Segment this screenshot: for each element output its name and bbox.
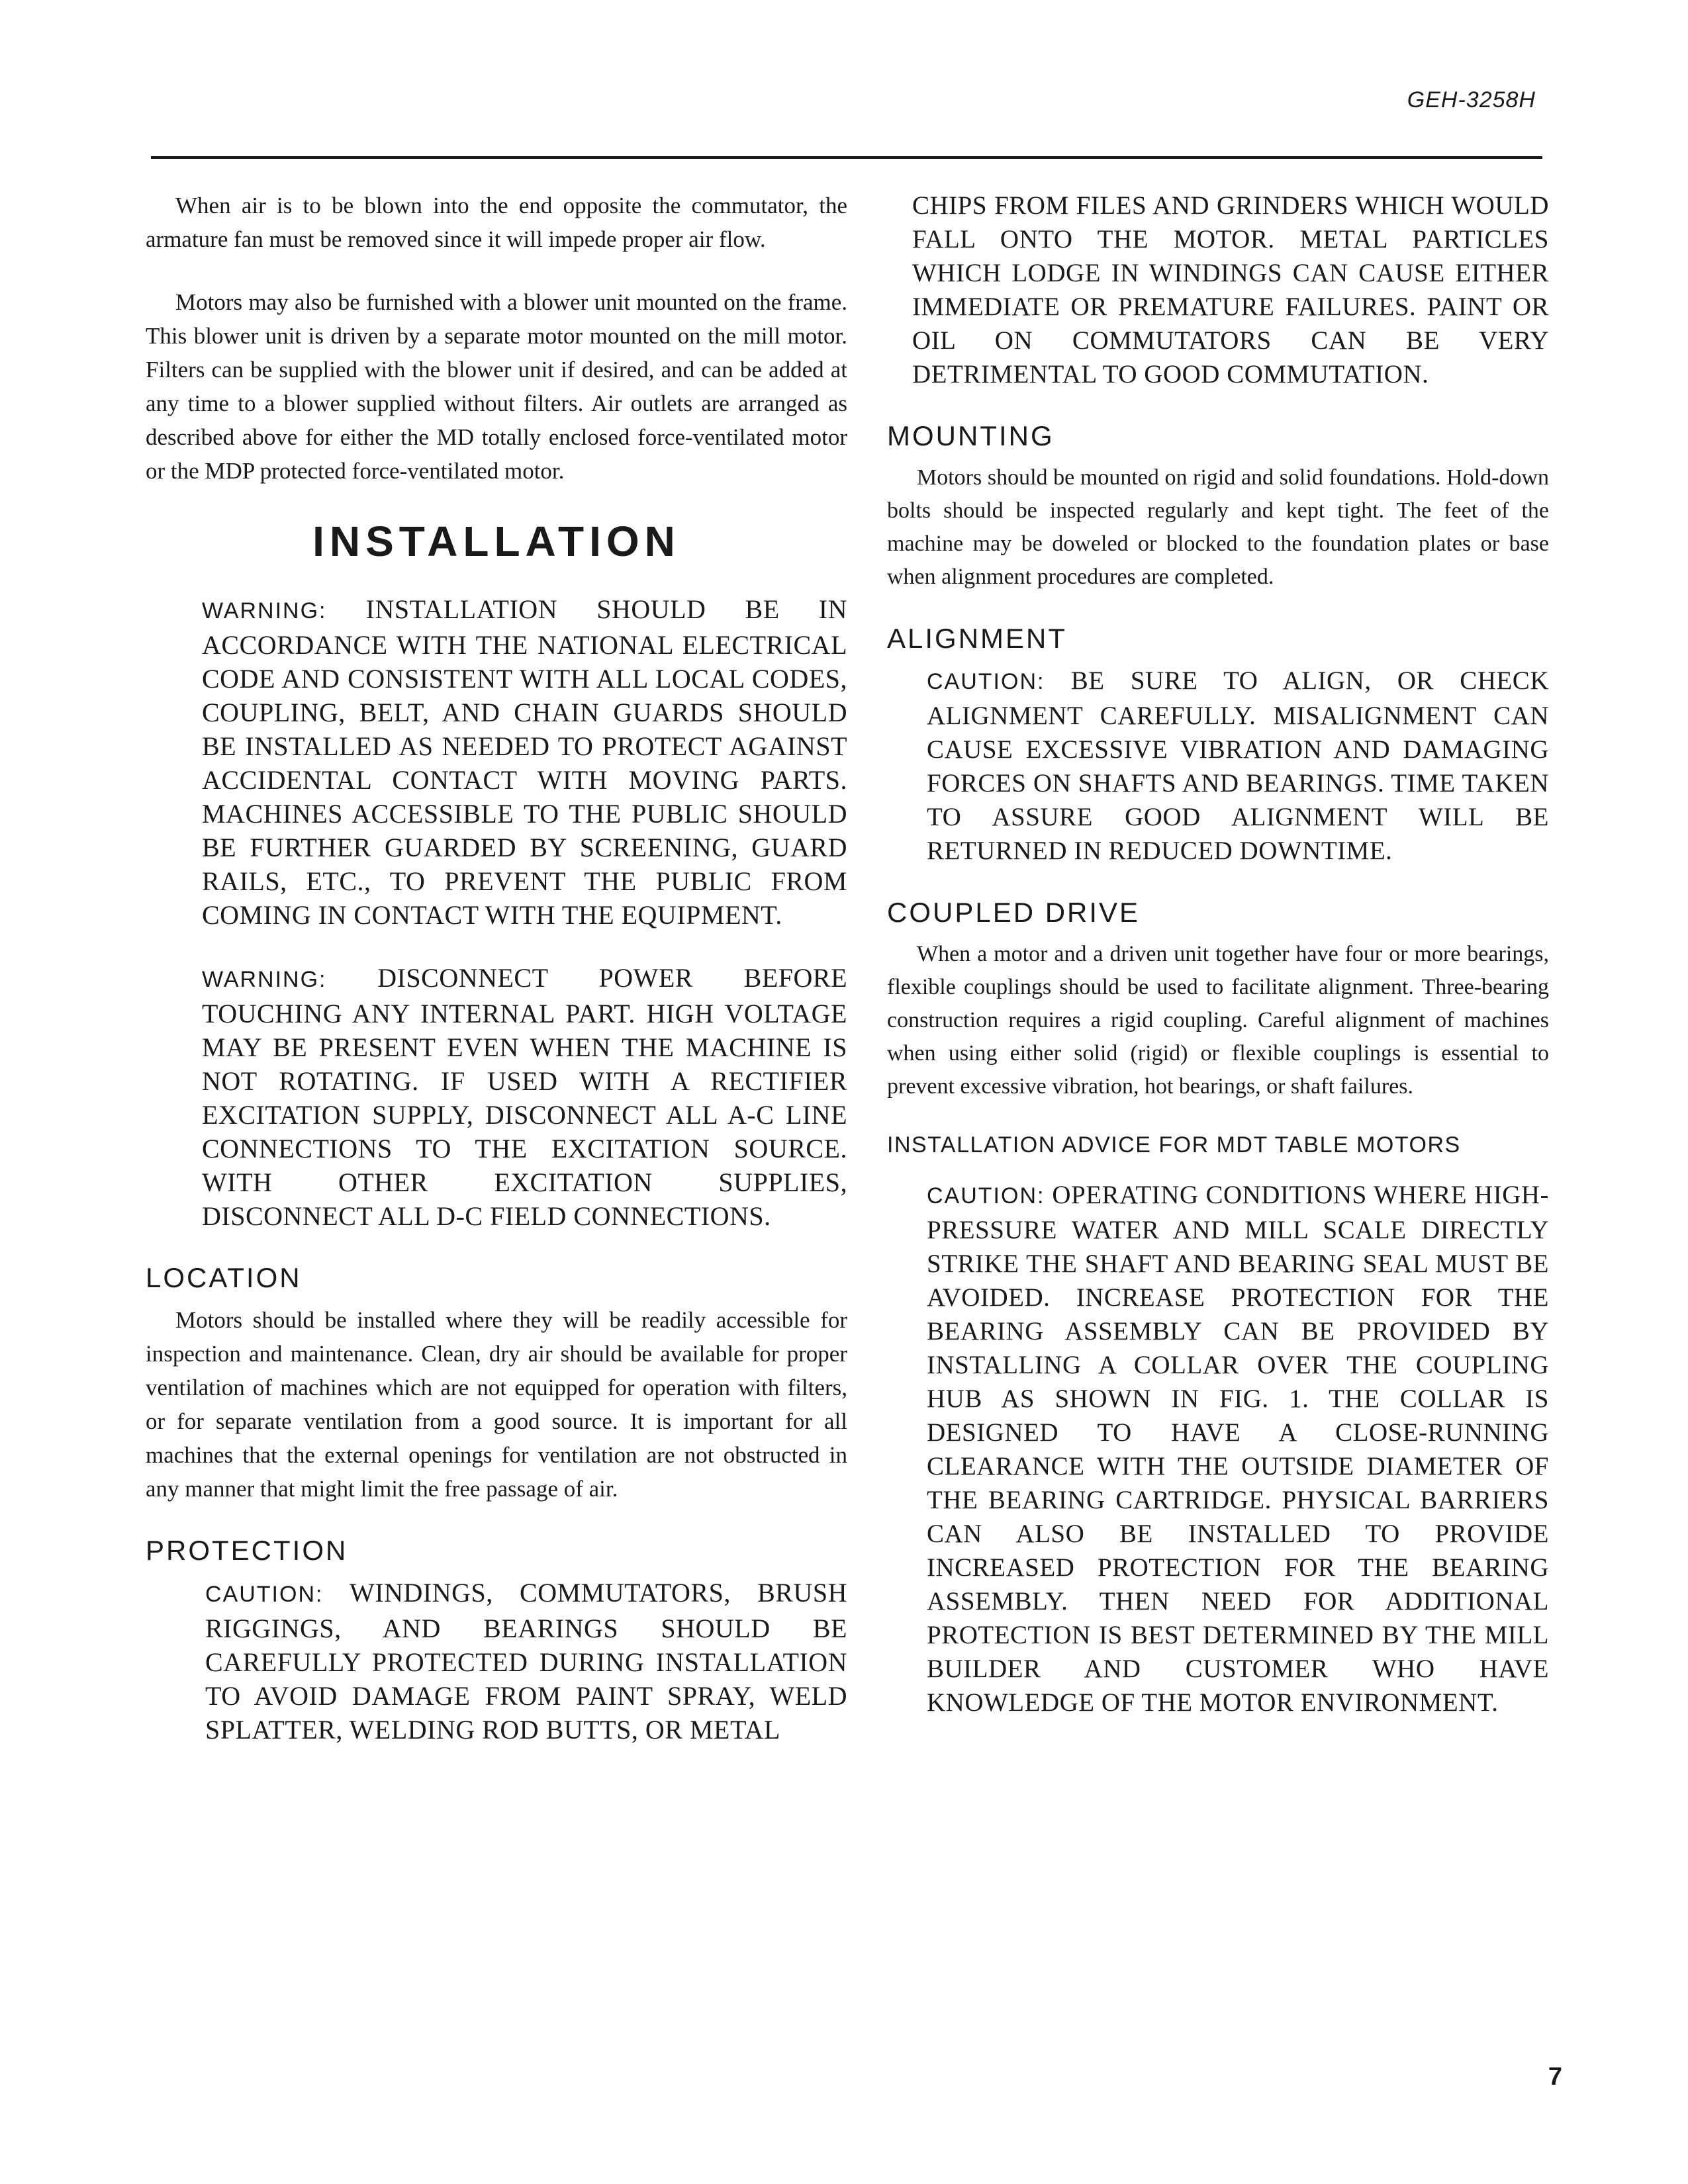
protection-heading: PROTECTION — [146, 1535, 348, 1566]
mdt-caution — [887, 1178, 1549, 1719]
location-paragraph: Motors should be installed where they will be readily accessible for inspection and maintenance. Clean, dry air should be available for proper ventilation of machines which are not equipped for operation with filters, or for separate ventilation from a good source. It is important for all machines that the external openings for ventilation are not obstructed in any manner that might limit the free passage of air. — [146, 1307, 847, 1502]
caution-text: BE SURE TO ALIGN, OR CHECK ALIGNMENT CAREFULLY. MISALIGNMENT CAN CAUSE EXCESSIVE VIBRATION AND DAMAGING FORCES ON SHAFTS AND BEARINGS. TIME TAKEN TO ASSURE GOOD ALIGNMENT WILL BE RETURNED IN REDUCED DOWNTIME. — [927, 666, 1549, 865]
installation-heading: INSTALLATION — [312, 518, 680, 565]
coupled-drive-paragraph: When a motor and a driven unit together have four or more bearings, flexible couplings should be used to facilitate alignment. Three-bearing construction requires a rigid coupling. Careful alignment of machines when using either solid (rigid) or flexible couplings is essential to prevent excessive vibration, hot bearings, or shaft failures. — [887, 942, 1549, 1099]
warning-text: INSTALLATION SHOULD BE IN ACCORDANCE WITH THE NATIONAL ELECTRICAL CODE AND CONSISTENT WITH ALL LOCAL CODES, COUPLING, BELT, AND CHAIN GUARDS SHOULD BE INSTALLED AS NEEDED TO PROTECT AGAINST ACCIDENTAL CONTACT WITH MOVING PARTS. MACHINES ACCESSIBLE TO THE PUBLIC SHOULD BE FURTHER GUARDED BY SCREENING, GUARD RAILS, ETC., TO PREVENT THE PUBLIC FROM COMING IN CONTACT WITH THE EQUIPMENT. — [202, 594, 848, 930]
alignment-heading: ALIGNMENT — [887, 623, 1068, 654]
caution-label: CAUTION: — [205, 1582, 324, 1607]
protection-caution-continued: CHIPS FROM FILES AND GRINDERS WHICH WOULD FALL ONTO THE MOTOR. METAL PARTICLES WHICH LODGE IN WINDINGS CAN CAUSE EITHER IMMEDIATE OR PREMATURE FAILURES. PAINT OR OIL ON COMMUTATORS CAN BE VERY DETRIMENTAL TO GOOD COMMUTATION. — [912, 191, 1549, 388]
warning-disconnect — [146, 961, 847, 1233]
warning-installation — [146, 592, 847, 932]
document-id: GEH-3258H — [1407, 87, 1536, 113]
caution-label: CAUTION: — [927, 1183, 1045, 1208]
alignment-caution — [887, 664, 1549, 868]
paragraph-air-flow: When air is to be blown into the end opposite the commutator, the armature fan must be removed since it will impede proper air flow. — [146, 193, 847, 252]
caution-text: WINDINGS, COMMUTATORS, BRUSH RIGGINGS, AND BEARINGS SHOULD BE CAREFULLY PROTECTED DURING INSTALLATION TO AVOID DAMAGE FROM PAINT SPRAY, WELD SPLATTER, WELDING ROD BUTTS, OR METAL — [205, 1578, 848, 1745]
location-heading: LOCATION — [146, 1262, 302, 1293]
mounting-heading: MOUNTING — [887, 420, 1055, 451]
warning-text: DISCONNECT POWER BEFORE TOUCHING ANY INTERNAL PART. HIGH VOLTAGE MAY BE PRESENT EVEN WHEN THE MACHINE IS NOT ROTATING. IF USED WITH A RECTIFIER EXCITATION SUPPLY, DISCONNECT ALL A-C LINE CONNECTIONS TO THE EXCITATION SOURCE. WITH OTHER EXCITATION SUPPLIES, DISCONNECT ALL D-C FIELD CONNECTIONS. — [202, 963, 847, 1231]
warning-label: WARNING: — [202, 967, 327, 992]
header-rule — [151, 156, 1542, 159]
caution-label: CAUTION: — [927, 669, 1045, 694]
mounting-paragraph: Motors should be mounted on rigid and solid foundations. Hold-down bolts should be inspected regularly and kept tight. The feet of the machine may be doweled or blocked to the foundation plates or base when alignment procedures are completed. — [887, 465, 1549, 589]
coupled-drive-heading: COUPLED DRIVE — [887, 897, 1141, 928]
page-number: 7 — [1548, 2063, 1562, 2091]
paragraph-blower-unit: Motors may also be furnished with a blower unit mounted on the frame. This blower unit is driven by a separate motor mounted on the mill motor. Filters can be supplied with the blower unit if desired, and can be added at any time to a blower supplied without filters. Air outlets are arranged as described above for either the MD totally enclosed force-ventilated motor or the MDP protected force-ventilated motor. — [146, 289, 847, 484]
caution-text: OPERATING CONDITIONS WHERE HIGH-PRESSURE WATER AND MILL SCALE DIRECTLY STRIKE THE SHAFT AND BEARING SEAL MUST BE AVOIDED. INCREASE PROTECTION FOR THE BEARING ASSEMBLY CAN BE PROVIDED BY INSTALLING A COLLAR OVER THE COUPLING HUB AS SHOWN IN FIG. 1. THE COLLAR IS DESIGNED TO HAVE A CLOSE-RUNNING CLEARANCE WITH THE OUTSIDE DIAMETER OF THE BEARING CARTRIDGE. PHYSICAL BARRIERS CAN ALSO BE INSTALLED TO PROVIDE INCREASED PROTECTION FOR THE BEARING ASSEMBLY. THEN NEED FOR ADDITIONAL PROTECTION IS BEST DETERMINED BY THE MILL BUILDER AND CUSTOMER WHO HAVE KNOWLEDGE OF THE MOTOR ENVIRONMENT. — [927, 1181, 1550, 1717]
right-column — [887, 189, 1549, 1749]
warning-label: WARNING: — [202, 598, 327, 623]
mdt-table-motors-heading: INSTALLATION ADVICE FOR MDT TABLE MOTORS — [887, 1132, 1461, 1158]
protection-caution — [146, 1576, 847, 1747]
left-column — [146, 189, 847, 1776]
